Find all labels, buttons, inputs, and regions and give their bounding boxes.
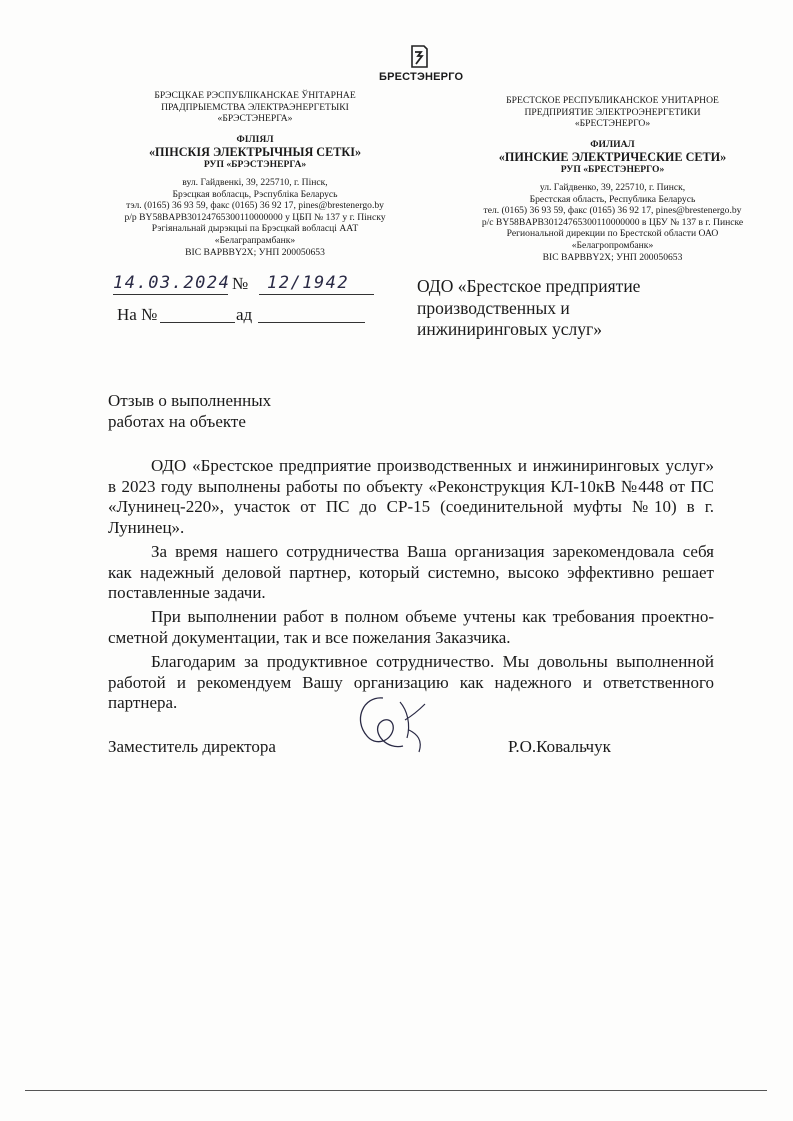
branch-name: «ПИНСКИЕ ЭЛЕКТРИЧЕСКИЕ СЕТИ» [498, 150, 727, 165]
body-paragraph: При выполнении работ в полном объеме учтены как требования проектно-сметной документации, так и все пожелания Заказчика. [108, 607, 714, 647]
branch-label: ФИЛИАЛ [590, 138, 635, 150]
body-paragraph: Благодарим за продуктивное сотрудничество. Мы довольны выполненной работой и рекомендуем Вашу организацию как надежного и ответственного партнера. [108, 652, 714, 712]
branch-name: «ПІНСКІЯ ЭЛЕКТРЫЧНЫЯ СЕТКІ» [148, 145, 362, 160]
detail-line: Брестская область, Республика Беларусь [529, 193, 696, 205]
body-paragraph: ОДО «Брестское предприятие производственных и инжиниринговых услуг» в 2023 году выполнены работы по объекту «Реконструкция КЛ-10кВ №448 от ПС «Лунинец-220», участок от ПС до СР-15 (соединительной муфты №10) в г. Лунинец». [108, 456, 714, 537]
addressee-line: производственных и [417, 297, 570, 318]
signatory-name: Р.О.Ковальчук [508, 737, 611, 756]
org-name-line: ПРЕДПРИЯТИЕ ЭЛЕКТРОЭНЕРГЕТИКИ [524, 106, 701, 118]
detail-line: BIC BAPBBY2X; УНП 200050653 [542, 251, 683, 263]
detail-line: тел. (0165) 36 93 59, факс (0165) 36 92 17, pines@brestenergo.by [483, 205, 742, 217]
outgoing-date: 14.03.2024 [113, 273, 231, 293]
branch-label: ФІЛІЯЛ [236, 133, 274, 145]
detail-line: Брэсцкая вобласць, Рэспубліка Беларусь [172, 188, 338, 200]
detail-line: вул. Гайдвенкі, 39, 225710, г. Пінск, [182, 176, 328, 188]
addressee-line: ОДО «Брестское предприятие [417, 276, 641, 296]
detail-line: ул. Гайдвенко, 39, 225710, г. Пинск, [539, 181, 686, 193]
subject-line: работах на объекте [108, 411, 246, 431]
detail-line: Рэгіянальнай дырэкцыі па Брэсцкай вобласці ААТ «Белаграпрамбанк» [151, 223, 359, 246]
detail-line: р/с BY58BAPB30124765300110000000 в ЦБУ № 137 в г. Пинске [481, 216, 744, 228]
org-name-line: БРЕСТСКОЕ РЕСПУБЛИКАНСКОЕ УНИТАРНОЕ [506, 95, 719, 106]
org-name-line: БРЭСЦКАЕ РЭСПУБЛІКАНСКАЕ ЎНІТАРНАЕ [154, 90, 356, 101]
detail-line: BIC BAPBBY2X; УНП 200050653 [185, 246, 325, 258]
outgoing-number: 12/1942 [259, 273, 374, 295]
org-name-line: «БРЕСТЭНЕРГО» [574, 118, 651, 130]
branch-sub: РУП «БРЕСТЭНЕРГО» [560, 164, 665, 176]
outgoing-reference [113, 273, 375, 295]
header-russian [470, 95, 755, 263]
ad-field [258, 322, 365, 323]
na-label: На № [117, 305, 158, 324]
header-belarusian [115, 90, 395, 258]
addressee-line: инжиниринговых услуг» [417, 319, 602, 339]
logo-name: БРЕСТЭНЕРГО [379, 71, 464, 83]
detail-line: Региональной дирекции по Брестской области ОАО «Белагропромбанк» [506, 228, 719, 251]
addressee [417, 276, 717, 341]
detail-line: тэл. (0165) 36 93 59, факс (0165) 36 92 17, pines@brestenergo.by [126, 200, 384, 212]
branch-sub: РУП «БРЭСТЭНЕРГА» [203, 159, 307, 171]
company-logo [375, 45, 464, 87]
handwritten-signature-icon [345, 690, 435, 760]
ad-label: ад [236, 305, 253, 324]
subject [108, 391, 358, 432]
footer-divider [25, 1090, 767, 1091]
signatory-position: Заместитель директора [108, 737, 276, 756]
detail-line: р/р BY58BAPB30124765300110000000 у ЦБП № 137 у г. Пінску [124, 211, 386, 223]
number-sign: № [232, 274, 249, 293]
org-name-line: «БРЭСТЭНЕРГА» [217, 113, 293, 125]
energy-company-logo-icon [407, 45, 429, 69]
subject-line: Отзыв о выполненных [108, 391, 272, 410]
body-paragraph: За время нашего сотрудничества Ваша организация зарекомендовала себя как надежный деловой партнер, который системно, высоко эффективно решает поставленные задачи. [108, 542, 714, 602]
incoming-reference [117, 305, 367, 327]
na-field [160, 322, 235, 323]
org-name-line: ПРАДПРЫЕМСТВА ЭЛЕКТРАЭНЕРГЕТЫКІ [161, 101, 349, 113]
